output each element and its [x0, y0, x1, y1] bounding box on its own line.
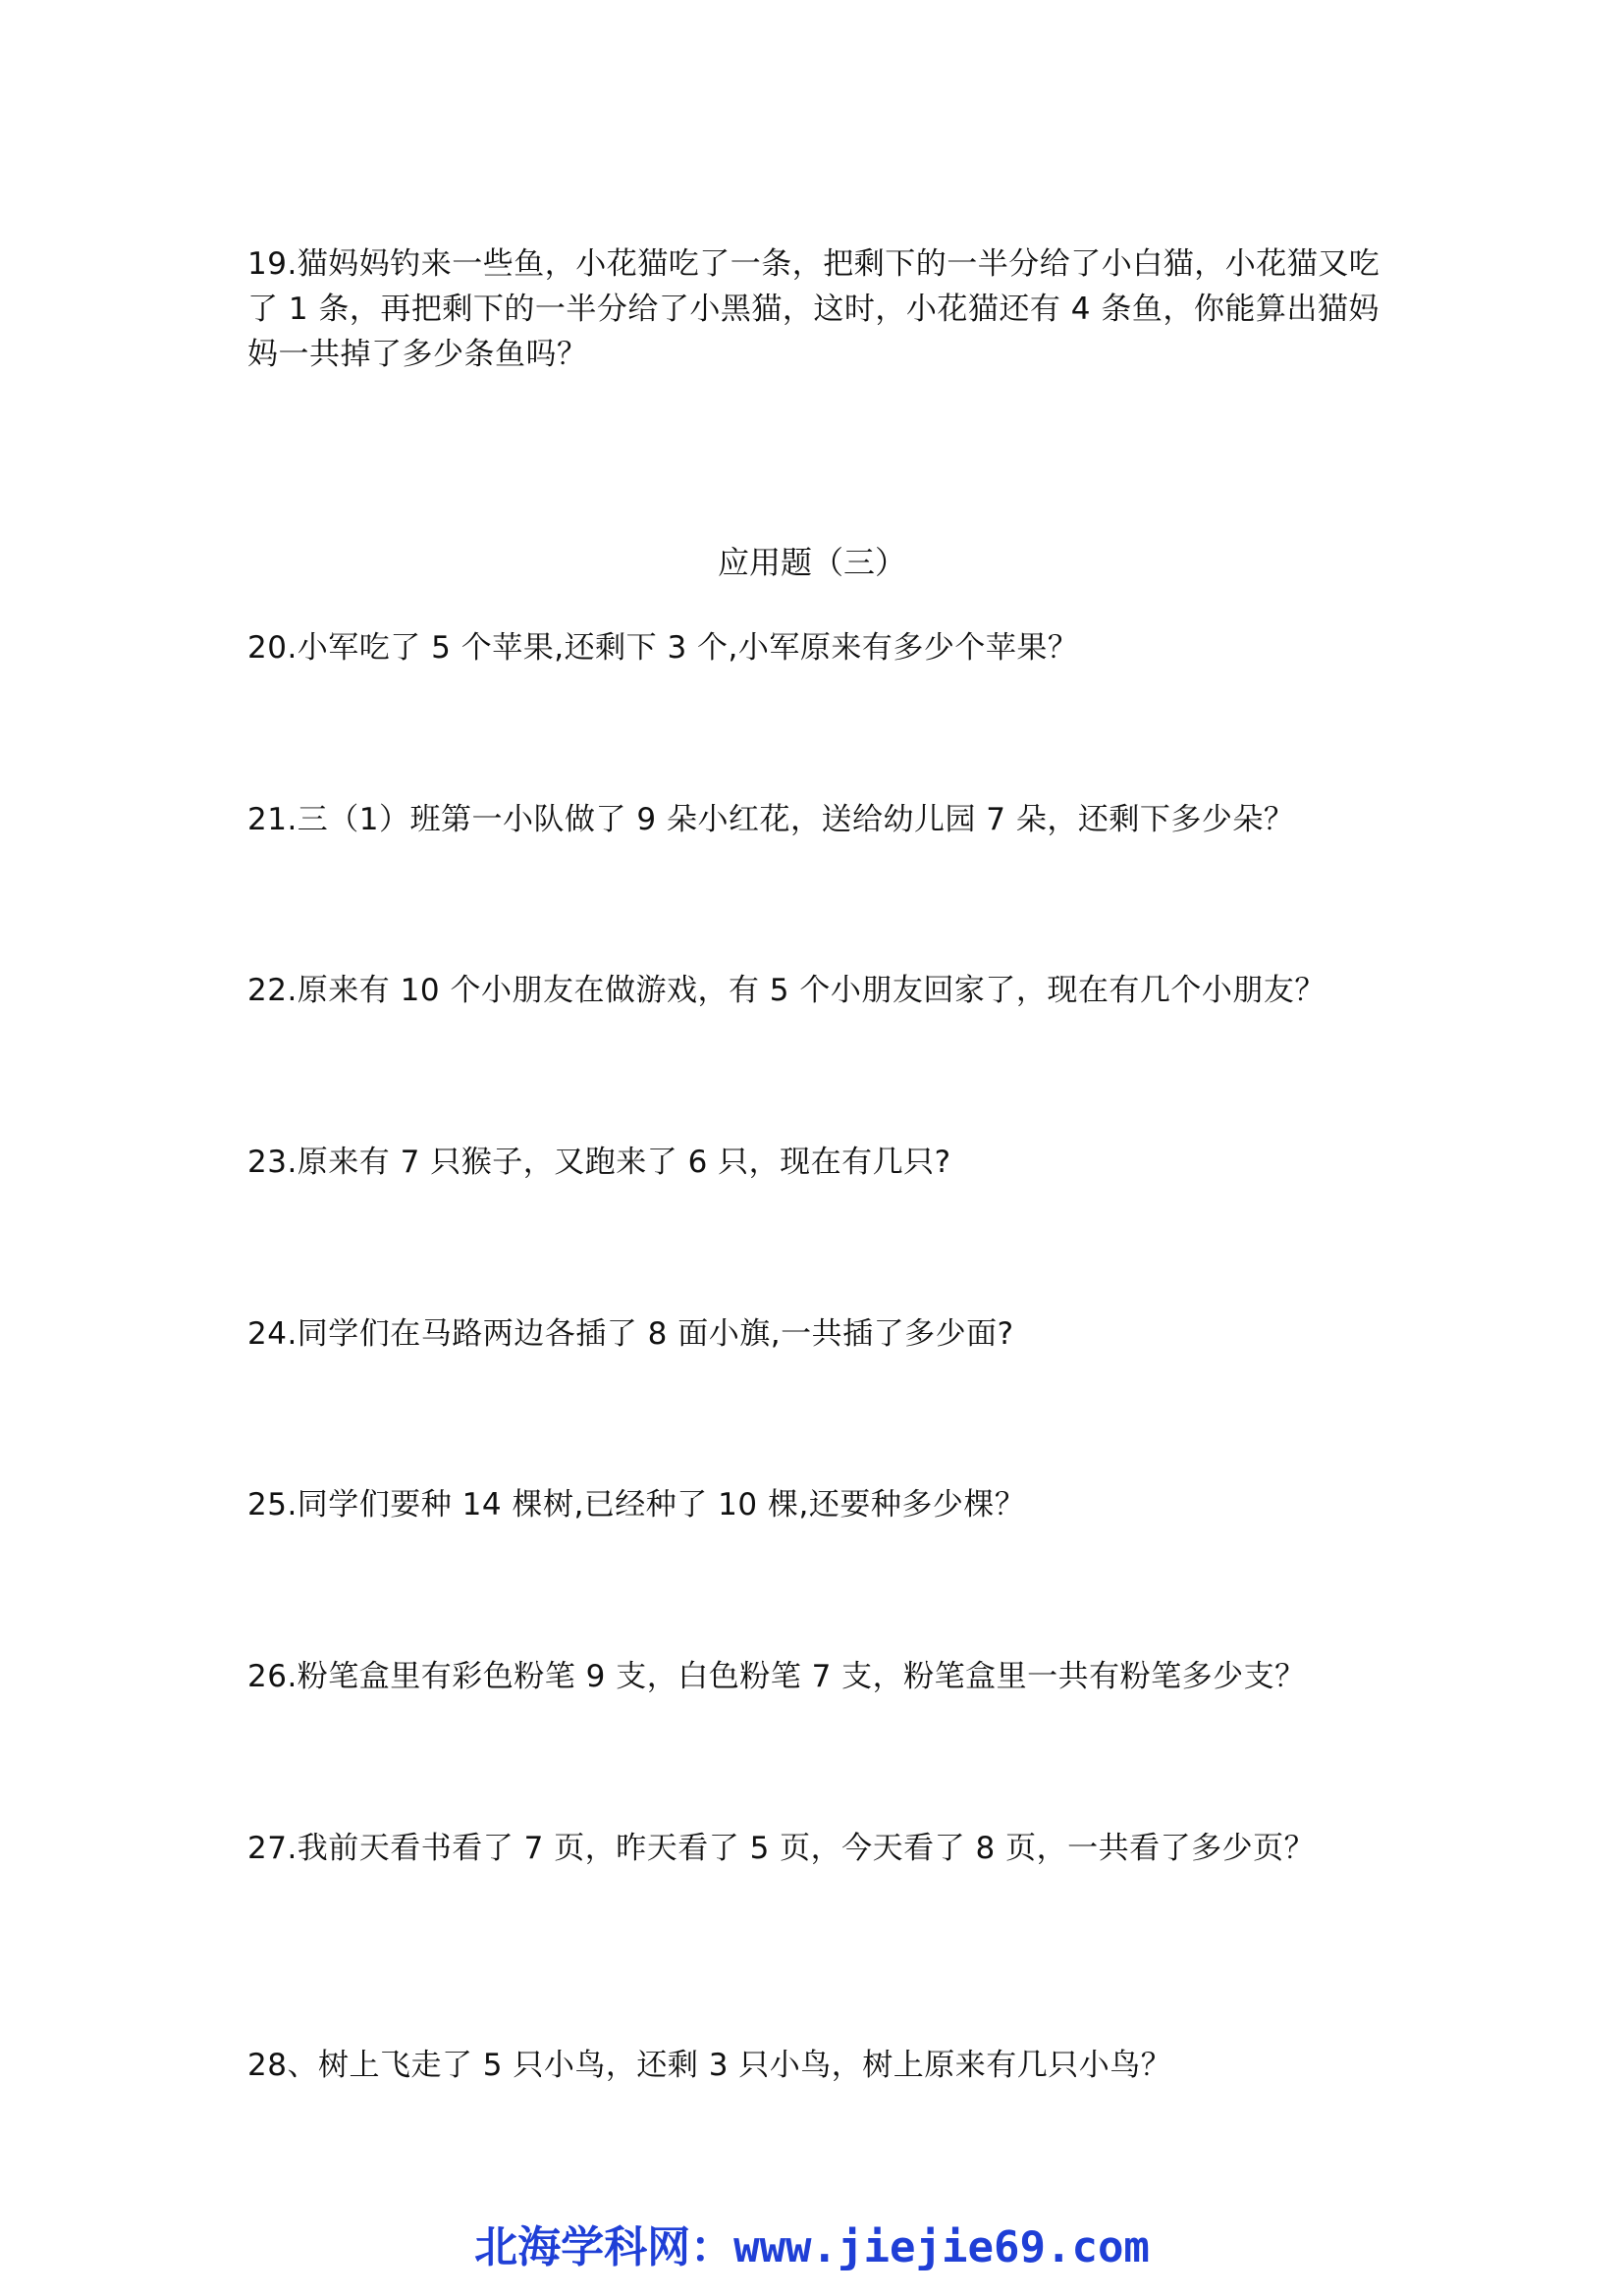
question-26: 26.粉笔盒里有彩色粉笔 9 支，白色粉笔 7 支，粉笔盒里一共有粉笔多少支？	[247, 1659, 1306, 1694]
question-19: 19.猫妈妈钓来一些鱼，小花猫吃了一条，把剩下的一半分给了小白猫，小花猫又吃了 1 条，再把剩下的一半分给了小黑猫，这时，小花猫还有 4 条鱼，你能算出猫妈妈一共掉了多少条鱼吗？	[247, 246, 1380, 372]
question-20: 20.小军吃了 5 个苹果,还剩下 3 个,小军原来有多少个苹果？	[247, 630, 1079, 666]
question-27: 27.我前天看书看了 7 页，昨天看了 5 页，今天看了 8 页，一共看了多少页？	[247, 1831, 1316, 1866]
section-title: 应用题（三）	[717, 544, 906, 581]
footer-url-link[interactable]: www.jiejie69.com	[733, 2222, 1150, 2272]
question-24: 24.同学们在马路两边各插了 8 面小旗,一共插了多少面?	[247, 1316, 1014, 1352]
footer-watermark	[0, 2220, 1624, 2275]
footer-site-name: 北海学科网：	[474, 2222, 734, 2272]
question-25: 25.同学们要种 14 棵树,已经种了 10 棵,还要种多少棵？	[247, 1487, 1026, 1522]
question-23: 23.原来有 7 只猴子，又跑来了 6 只，现在有几只?	[247, 1145, 951, 1180]
question-21: 21.三（1）班第一小队做了 9 朵小红花，送给幼儿园 7 朵，还剩下多少朵？	[247, 802, 1295, 837]
question-22: 22.原来有 10 个小朋友在做游戏，有 5 个小朋友回家了，现在有几个小朋友？	[247, 973, 1326, 1008]
question-28: 28、树上飞走了 5 只小鸟，还剩 3 只小鸟，树上原来有几只小鸟？	[247, 2048, 1172, 2083]
